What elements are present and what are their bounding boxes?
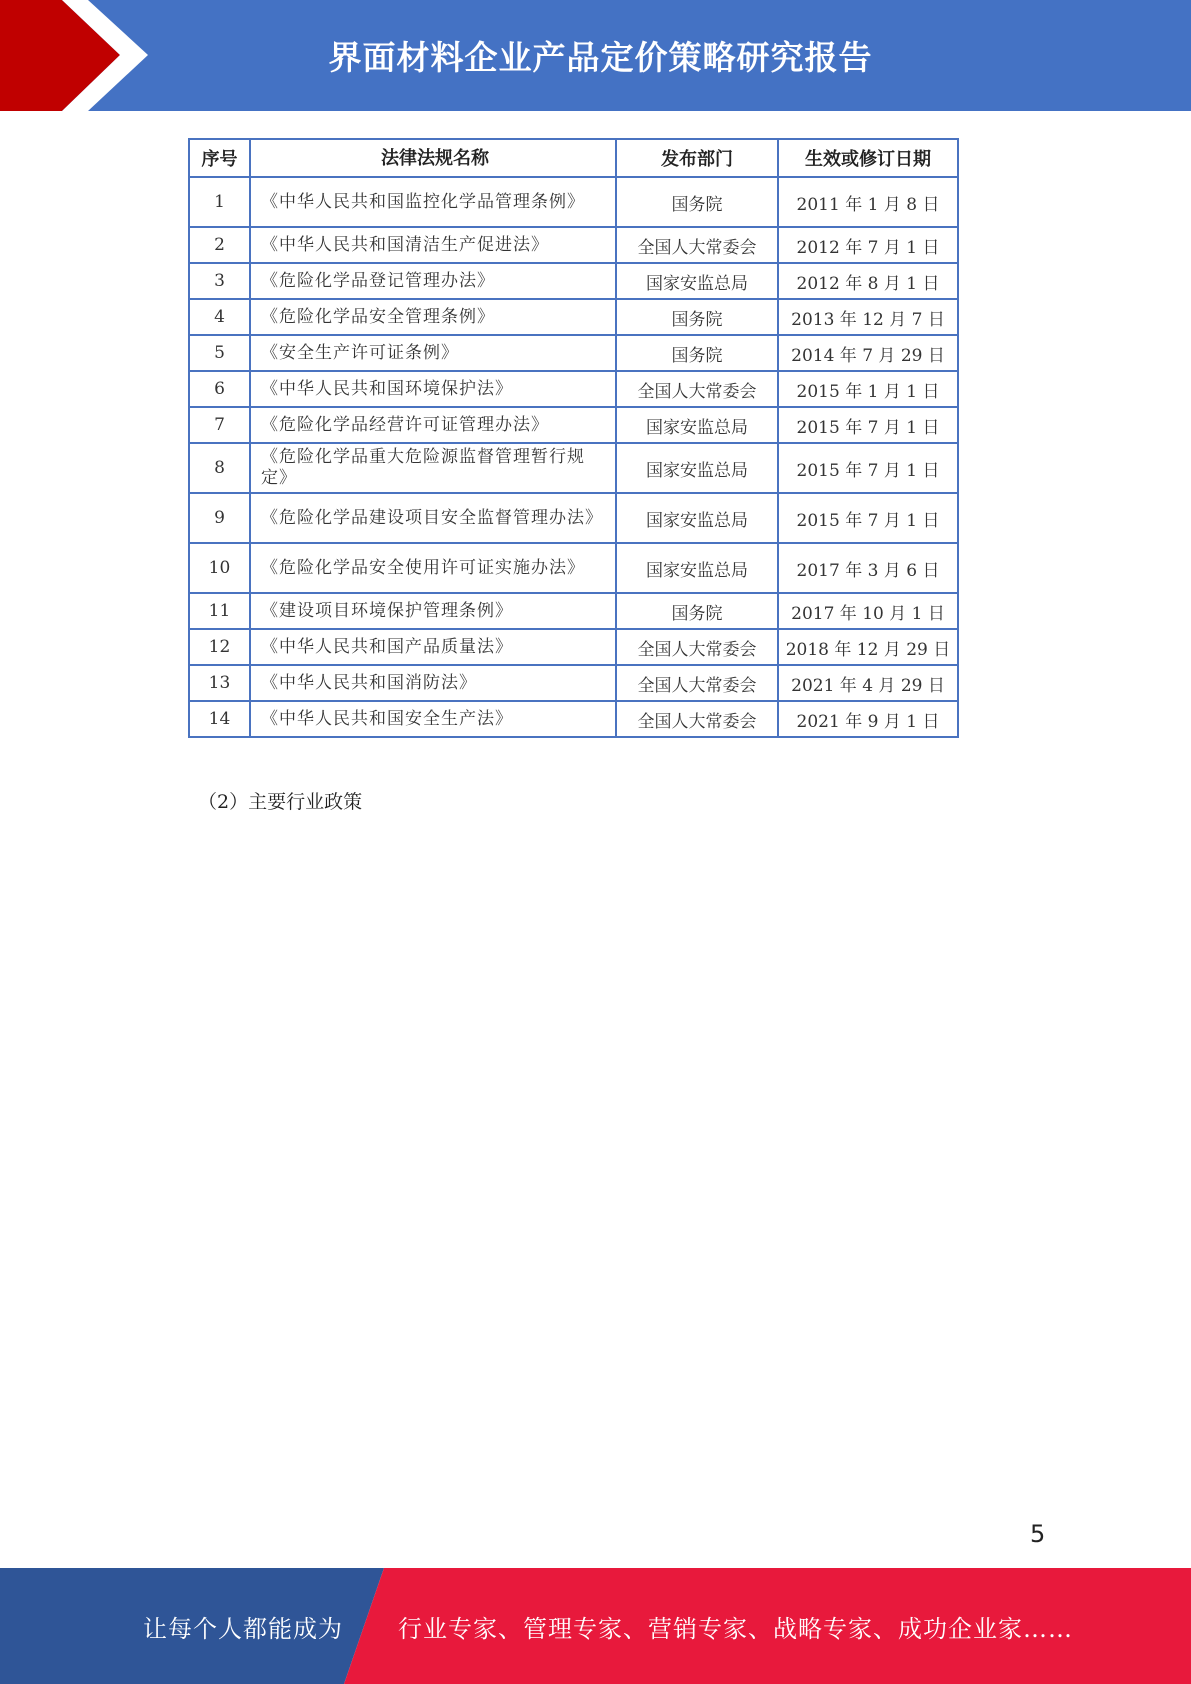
- cell-date: 2012 年 8 月 1 日: [778, 263, 958, 299]
- cell-name: 《建设项目环境保护管理条例》: [250, 593, 616, 629]
- table-row: [189, 443, 958, 493]
- cell-date: 2018 年 12 月 29 日: [778, 629, 958, 665]
- cell-no: 13: [189, 665, 250, 701]
- cell-no: 10: [189, 543, 250, 593]
- footer-banner: [0, 1568, 1191, 1684]
- cell-dept: 国务院: [616, 335, 778, 371]
- table-row: [189, 629, 958, 665]
- footer-slogan-left: 让每个人都能成为: [143, 1614, 343, 1643]
- cell-dept: 全国人大常委会: [616, 629, 778, 665]
- cell-no: 11: [189, 593, 250, 629]
- cell-date: 2012 年 7 月 1 日: [778, 227, 958, 263]
- cell-no: 4: [189, 299, 250, 335]
- cell-date: 2021 年 9 月 1 日: [778, 701, 958, 737]
- cell-dept: 全国人大常委会: [616, 371, 778, 407]
- table-row: [189, 263, 958, 299]
- cell-date: 2015 年 7 月 1 日: [778, 407, 958, 443]
- cell-date: 2017 年 10 月 1 日: [778, 593, 958, 629]
- cell-name: 《危险化学品安全管理条例》: [250, 299, 616, 335]
- column-header-date: 生效或修订日期: [778, 139, 958, 177]
- cell-no: 3: [189, 263, 250, 299]
- table-row: [189, 493, 958, 543]
- table-row: [189, 335, 958, 371]
- column-header-name: 法律法规名称: [250, 139, 616, 177]
- cell-dept: 国务院: [616, 593, 778, 629]
- cell-name: 《中华人民共和国环境保护法》: [250, 371, 616, 407]
- regulations-table-container: [188, 138, 959, 738]
- cell-name: 《危险化学品登记管理办法》: [250, 263, 616, 299]
- cell-no: 1: [189, 177, 250, 227]
- cell-dept: 国家安监总局: [616, 263, 778, 299]
- cell-name: 《中华人民共和国清洁生产促进法》: [250, 227, 616, 263]
- cell-no: 9: [189, 493, 250, 543]
- cell-dept: 国家安监总局: [616, 407, 778, 443]
- cell-name: 《危险化学品经营许可证管理办法》: [250, 407, 616, 443]
- page-number: 5: [1030, 1520, 1046, 1548]
- cell-dept: 全国人大常委会: [616, 227, 778, 263]
- table-row: [189, 371, 958, 407]
- cell-no: 8: [189, 443, 250, 493]
- header-banner: [0, 0, 1191, 111]
- column-header-no: 序号: [189, 139, 250, 177]
- cell-no: 14: [189, 701, 250, 737]
- cell-name: 《中华人民共和国监控化学品管理条例》: [250, 177, 616, 227]
- cell-dept: 国家安监总局: [616, 493, 778, 543]
- cell-name: 《中华人民共和国消防法》: [250, 665, 616, 701]
- regulations-table: [188, 138, 959, 738]
- table-header-row: [189, 139, 958, 177]
- table-row: [189, 227, 958, 263]
- table-row: [189, 543, 958, 593]
- cell-name: 《中华人民共和国产品质量法》: [250, 629, 616, 665]
- cell-name: 《危险化学品建设项目安全监督管理办法》: [250, 493, 616, 543]
- cell-dept: 全国人大常委会: [616, 701, 778, 737]
- cell-no: 2: [189, 227, 250, 263]
- section-subheading: （2）主要行业政策: [198, 791, 363, 813]
- table-row: [189, 177, 958, 227]
- cell-name: 《危险化学品安全使用许可证实施办法》: [250, 543, 616, 593]
- cell-date: 2013 年 12 月 7 日: [778, 299, 958, 335]
- cell-no: 12: [189, 629, 250, 665]
- cell-date: 2014 年 7 月 29 日: [778, 335, 958, 371]
- cell-date: 2011 年 1 月 8 日: [778, 177, 958, 227]
- cell-no: 7: [189, 407, 250, 443]
- cell-name: 《危险化学品重大危险源监督管理暂行规定》: [250, 443, 616, 493]
- cell-date: 2015 年 7 月 1 日: [778, 443, 958, 493]
- cell-name: 《安全生产许可证条例》: [250, 335, 616, 371]
- table-row: [189, 701, 958, 737]
- column-header-dept: 发布部门: [616, 139, 778, 177]
- cell-dept: 国务院: [616, 177, 778, 227]
- table-row: [189, 593, 958, 629]
- cell-dept: 国家安监总局: [616, 443, 778, 493]
- cell-dept: 国务院: [616, 299, 778, 335]
- cell-date: 2017 年 3 月 6 日: [778, 543, 958, 593]
- cell-no: 5: [189, 335, 250, 371]
- cell-no: 6: [189, 371, 250, 407]
- cell-date: 2015 年 7 月 1 日: [778, 493, 958, 543]
- cell-date: 2021 年 4 月 29 日: [778, 665, 958, 701]
- table-row: [189, 665, 958, 701]
- report-title: 界面材料企业产品定价策略研究报告: [328, 38, 873, 77]
- cell-dept: 国家安监总局: [616, 543, 778, 593]
- cell-name: 《中华人民共和国安全生产法》: [250, 701, 616, 737]
- table-row: [189, 299, 958, 335]
- cell-date: 2015 年 1 月 1 日: [778, 371, 958, 407]
- table-row: [189, 407, 958, 443]
- cell-dept: 全国人大常委会: [616, 665, 778, 701]
- footer-slogan-right: 行业专家、管理专家、营销专家、战略专家、成功企业家……: [398, 1614, 1073, 1643]
